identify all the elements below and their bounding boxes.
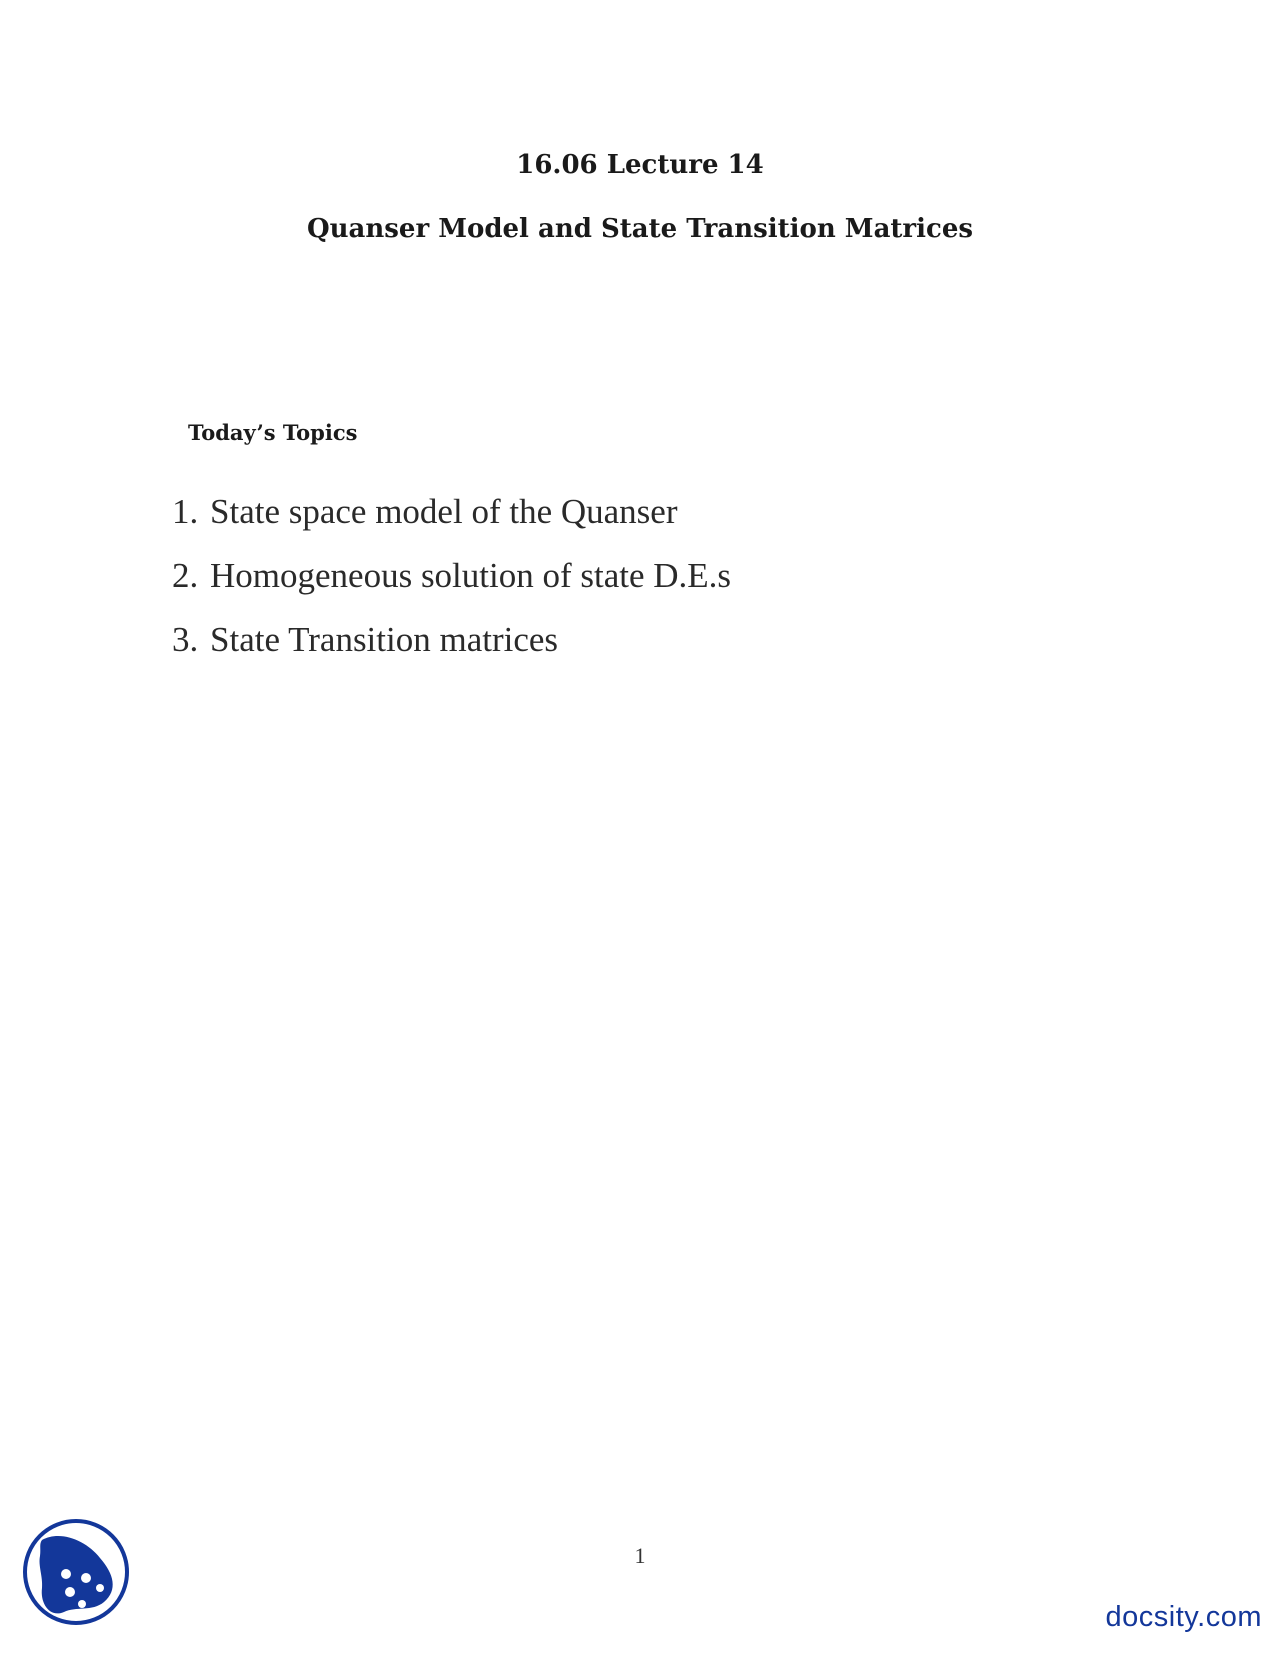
topic-number: 1.	[172, 492, 199, 531]
topic-number: 2.	[172, 556, 199, 595]
topic-item	[172, 490, 731, 554]
topic-text: State Transition matrices	[210, 620, 559, 659]
document-subtitle: Quanser Model and State Transition Matrices	[306, 214, 974, 244]
topic-item	[172, 618, 731, 682]
docsity-brand-link[interactable]: docsity.com	[1105, 1601, 1262, 1633]
docsity-logo-icon[interactable]	[20, 1516, 132, 1628]
topic-text: Homogeneous solution of state D.E.s	[210, 556, 732, 595]
topic-number: 3.	[172, 620, 199, 659]
section-heading: Today’s Topics	[188, 420, 358, 445]
topic-text: State space model of the Quanser	[210, 492, 678, 531]
lecture-title: 16.06 Lecture 14	[516, 150, 764, 180]
page-number: 1	[634, 1543, 646, 1568]
topic-item	[172, 554, 731, 618]
topic-list	[172, 490, 731, 682]
